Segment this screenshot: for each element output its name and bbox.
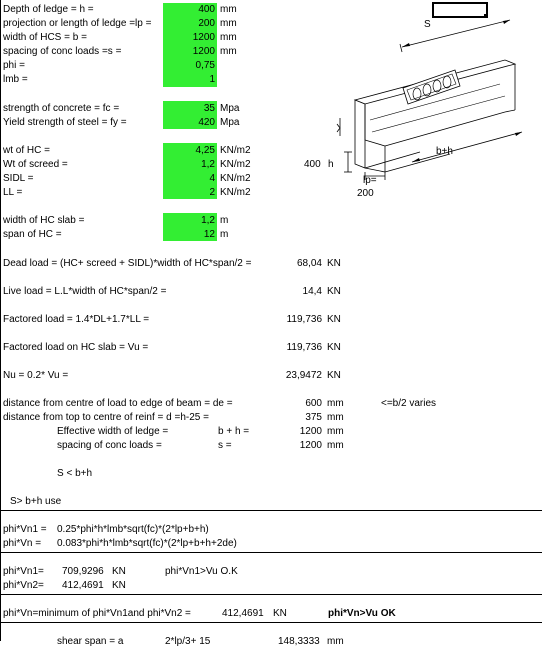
calc-dead-load-unit: KN	[327, 258, 341, 269]
formula-vn-expr: 0.083*phi*h*lmb*sqrt(fc)*(2*lp+b+h+2de)	[57, 538, 237, 549]
label-sidl: SIDL =	[3, 173, 34, 184]
dist-de-unit: mm	[327, 398, 344, 409]
selected-cell[interactable]	[433, 3, 487, 17]
unit-depth: mm	[220, 4, 237, 15]
label-wt-hc: wt of HC =	[3, 145, 50, 156]
bottom-row-b: 2*lp/3+ 15	[165, 636, 211, 647]
min-vn-label: phi*Vn=minimum of phi*Vn1and phi*Vn2 =	[3, 608, 191, 619]
ledge-diagram	[300, 0, 542, 200]
cell-screed[interactable]: 1,2	[201, 159, 215, 170]
calc-vu-value[interactable]: 119,736	[286, 342, 322, 353]
label-fy: Yield strength of steel = fy =	[3, 117, 127, 128]
left-border	[0, 0, 1, 641]
calc-live-load-value[interactable]: 14,4	[302, 286, 322, 297]
label-fc: strength of concrete = fc =	[3, 103, 120, 114]
cell-width-slab[interactable]: 1,2	[201, 215, 215, 226]
separator-1	[0, 510, 542, 511]
dist-d-label: distance from top to centre of reinf = d =h-25 =	[3, 412, 209, 423]
dist-d-unit: mm	[327, 412, 344, 423]
eff-width-value[interactable]: 1200	[299, 426, 322, 437]
cell-spacing[interactable]: 1200	[192, 46, 215, 57]
formula-vn-label: phi*Vn =	[3, 538, 42, 549]
eff-spacing-label: spacing of conc loads =	[57, 440, 162, 451]
calc-nu-label: Nu = 0.2* Vu =	[3, 370, 69, 381]
separator-2	[0, 552, 542, 553]
cell-fy[interactable]: 420	[198, 117, 215, 128]
calc-factored-value[interactable]: 119,736	[286, 314, 322, 325]
dist-d-value[interactable]: 375	[305, 412, 322, 423]
eff-spacing-unit: mm	[327, 440, 344, 451]
unit-ll: KN/m2	[220, 187, 251, 198]
result-vn2-label: phi*Vn2=	[3, 580, 44, 591]
calc-dead-load-value[interactable]: 68,04	[296, 258, 322, 269]
figure-s-label: S	[424, 19, 431, 30]
unit-screed: KN/m2	[220, 159, 251, 170]
label-screed: Wt of screed =	[3, 159, 68, 170]
label-span: span of HC =	[3, 229, 62, 240]
eff-width-label: Effective width of ledge =	[57, 426, 169, 437]
result-vn1-unit: KN	[112, 566, 126, 577]
cell-wt-hc[interactable]: 4,25	[195, 145, 215, 156]
bottom-row-d: mm	[327, 636, 344, 647]
label-ll: LL =	[3, 187, 23, 198]
calc-nu-value[interactable]: 23,9472	[285, 370, 322, 381]
result-vn2-unit: KN	[112, 580, 126, 591]
condition-s-greater: S> b+h use	[10, 496, 62, 507]
calc-live-load-label: Live load = L.L*width of HC*span/2 =	[3, 286, 167, 297]
cell-ll[interactable]: 2	[209, 187, 215, 198]
label-lmb: lmb =	[3, 74, 28, 85]
result-vn1-note: phi*Vn1>Vu O.K	[165, 566, 238, 577]
min-vn-value[interactable]: 412,4691	[222, 608, 264, 619]
result-vn2-value[interactable]: 412,4691	[62, 580, 104, 591]
label-projection: projection or length of ledge =lp =	[3, 18, 152, 29]
figure-h-value: 400	[304, 159, 321, 170]
unit-fy: Mpa	[220, 117, 240, 128]
label-phi: phi =	[3, 60, 25, 71]
dist-de-label: distance from centre of load to edge of beam = de =	[3, 398, 233, 409]
min-vn-result: phi*Vn>Vu OK	[328, 608, 396, 619]
bottom-row-a: shear span = a	[57, 636, 124, 647]
calc-vu-unit: KN	[327, 342, 341, 353]
eff-width-unit: mm	[327, 426, 344, 437]
figure-h-label: h	[328, 159, 334, 170]
cell-span[interactable]: 12	[203, 229, 215, 240]
cell-fc[interactable]: 35	[203, 103, 215, 114]
unit-span: m	[220, 229, 229, 240]
unit-projection: mm	[220, 18, 237, 29]
cell-lmb[interactable]: 1	[209, 74, 215, 85]
eff-spacing-eq: s =	[218, 440, 232, 451]
dist-de-note: <=b/2 varies	[381, 398, 437, 409]
cell-sidl[interactable]: 4	[209, 173, 215, 184]
calc-factored-label: Factored load = 1.4*DL+1.7*LL =	[3, 314, 150, 325]
cell-width-hcs[interactable]: 1200	[192, 32, 215, 43]
cell-depth[interactable]: 400	[198, 4, 215, 15]
figure-lp-value: 200	[357, 188, 374, 199]
eff-width-eq: b + h =	[218, 426, 250, 437]
eff-spacing-value[interactable]: 1200	[299, 440, 322, 451]
formula-vn1-label: phi*Vn1 =	[3, 524, 47, 535]
condition-s-less: S < b+h	[57, 468, 93, 479]
unit-width-slab: m	[220, 215, 229, 226]
unit-sidl: KN/m2	[220, 173, 251, 184]
dist-de-value[interactable]: 600	[305, 398, 322, 409]
unit-fc: Mpa	[220, 103, 240, 114]
formula-vn1-expr: 0.25*phi*h*lmb*sqrt(fc)*(2*lp+b+h)	[57, 524, 209, 535]
separator-4	[0, 622, 542, 623]
result-vn1-label: phi*Vn1=	[3, 566, 44, 577]
label-width-hcs: width of HCS = b =	[3, 32, 87, 43]
unit-spacing: mm	[220, 46, 237, 57]
separator-3	[0, 594, 542, 595]
cell-phi[interactable]: 0,75	[195, 60, 215, 71]
calc-live-load-unit: KN	[327, 286, 341, 297]
calc-vu-label: Factored load on HC slab = Vu =	[3, 342, 149, 353]
min-vn-unit: KN	[273, 608, 287, 619]
result-vn1-value[interactable]: 709,9296	[62, 566, 104, 577]
calc-nu-unit: KN	[327, 370, 341, 381]
cell-projection[interactable]: 200	[198, 18, 215, 29]
label-spacing: spacing of conc loads =s =	[3, 46, 122, 57]
figure-lp-label: lp=	[363, 175, 377, 186]
figure-bh-label: b+h	[436, 146, 453, 157]
unit-width-hcs: mm	[220, 32, 237, 43]
calc-factored-unit: KN	[327, 314, 341, 325]
label-depth: Depth of ledge = h =	[3, 4, 94, 15]
unit-wt-hc: KN/m2	[220, 145, 251, 156]
label-width-slab: width of HC slab =	[3, 215, 85, 226]
calc-dead-load-label: Dead load = (HC+ screed + SIDL)*width of HC*span/2 =	[3, 258, 252, 269]
bottom-row-c[interactable]: 148,3333	[278, 636, 320, 647]
